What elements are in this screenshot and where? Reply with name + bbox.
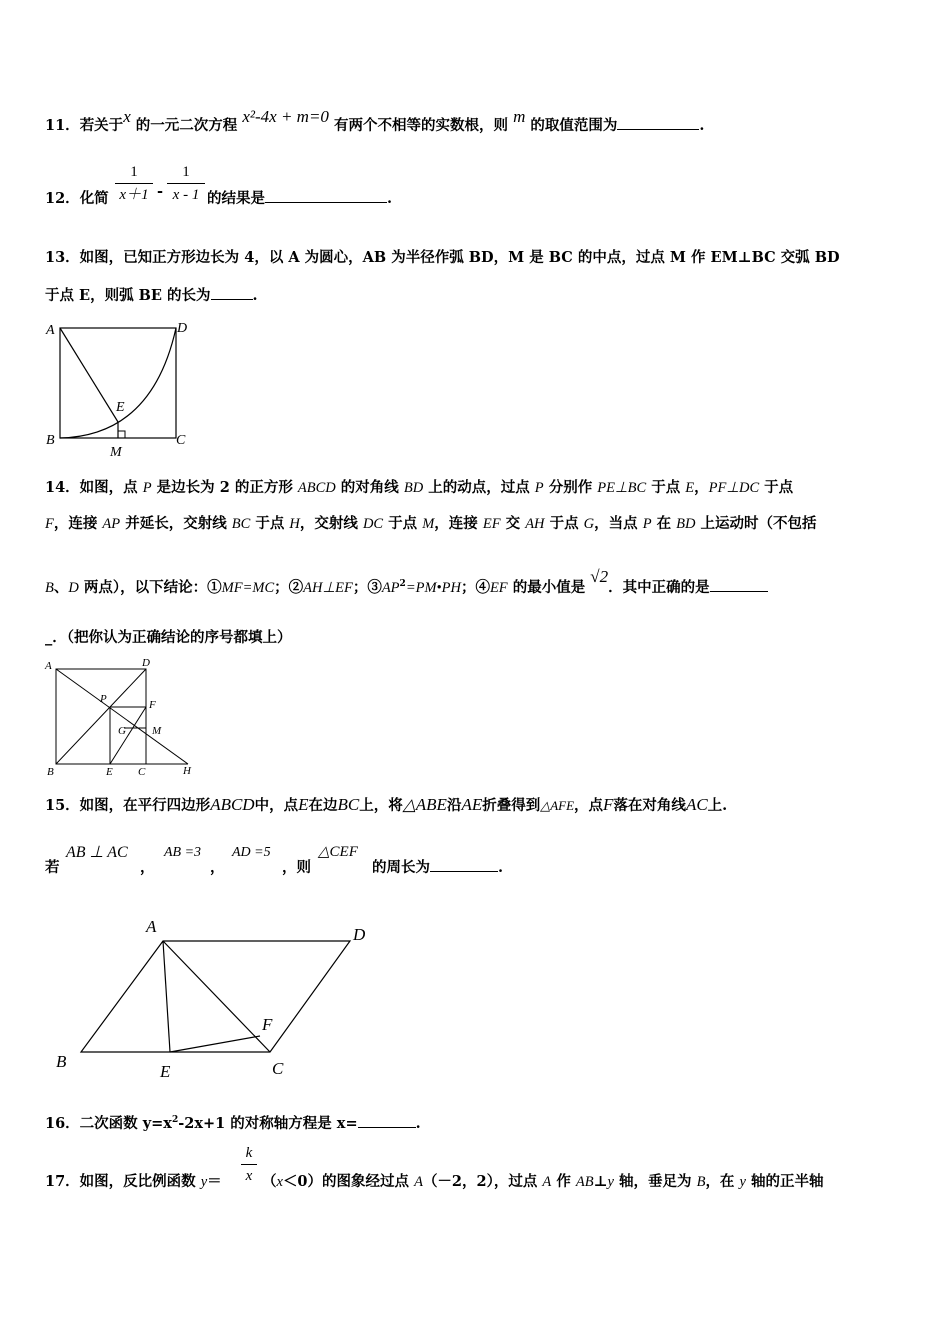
q15-t2b: ，则 bbox=[282, 859, 311, 876]
q14-sqrt2: √2 bbox=[590, 567, 609, 586]
q11-line bbox=[45, 107, 705, 135]
q14-t1d: 上的动点，过点 bbox=[423, 479, 535, 496]
q14-label-p: P bbox=[100, 693, 107, 705]
q14-t2k: 在 bbox=[651, 515, 677, 532]
q15-var-e: E bbox=[298, 795, 309, 814]
q17-line-a bbox=[45, 1170, 222, 1191]
q14-var-p-3: P bbox=[642, 516, 652, 532]
q14-t2h: 交 bbox=[500, 515, 526, 532]
q16-text-1: 16．二次函数 y=x bbox=[45, 1115, 172, 1132]
q11-var-x: x bbox=[123, 107, 131, 126]
q12-text-2: 的结果是 bbox=[207, 190, 265, 207]
q13-text-2: 于点 E，则弧 BE 的长为 bbox=[45, 287, 211, 304]
q17-var-b: B bbox=[696, 1174, 706, 1190]
q14-t1b: 是边长为 2 的正方形 bbox=[151, 479, 298, 496]
q13-right-angle-mark bbox=[118, 431, 125, 438]
q15-t1i: 上. bbox=[707, 797, 728, 814]
q15-end: . bbox=[498, 859, 504, 876]
q17-frac-numerator: k bbox=[245, 1145, 253, 1161]
q14-label-m: M bbox=[152, 725, 162, 737]
q14-t2e: ，交射线 bbox=[299, 515, 363, 532]
q15-segment-ac bbox=[163, 941, 270, 1052]
q15-var-abcd: ABCD bbox=[210, 795, 255, 814]
q14-t3d: 两点），以下结论：① bbox=[78, 579, 222, 596]
q15-var-ae: AE bbox=[461, 795, 483, 814]
q15-parallelogram bbox=[81, 941, 350, 1052]
q14-t1e: 分别作 bbox=[543, 479, 598, 496]
q14-line-1 bbox=[45, 476, 793, 497]
q14-var-p-2: P bbox=[534, 480, 544, 496]
q14-t3i: ．其中正确的是 bbox=[608, 579, 710, 596]
q14-var-d: D bbox=[68, 580, 79, 596]
q15-var-bc: BC bbox=[337, 795, 360, 814]
q14-var-ef: EF bbox=[482, 516, 501, 532]
q14-t3e: ；② bbox=[274, 579, 304, 596]
q17-t4: 作 bbox=[551, 1173, 576, 1190]
q15-line-2 bbox=[45, 856, 60, 877]
q12-text-1: 化简 bbox=[79, 190, 109, 207]
q14-diagonal-bd bbox=[56, 669, 146, 764]
q13-line-1: 13．如图，已知正方形边长为 4，以 A 为圆心，AB 为半径作弧 BD，M 是 BC 的中点，过点 M 作 EM⊥BC 交弧 BD bbox=[45, 249, 840, 266]
q12-answer-blank[interactable] bbox=[265, 188, 387, 203]
q14-label-c: C bbox=[138, 766, 146, 778]
q14-conclusion-3-sup: 2 bbox=[399, 579, 406, 590]
q14-label-g: G bbox=[118, 725, 126, 737]
q17-t3: （－2，2），过点 bbox=[422, 1173, 543, 1190]
q14-conclusion-2: AH⊥EF bbox=[303, 580, 353, 596]
q15-t1g: ，点 bbox=[574, 797, 604, 814]
q15-label-c: C bbox=[272, 1059, 284, 1078]
q14-var-ap: AP bbox=[102, 516, 121, 532]
q12-number: 12． bbox=[45, 190, 80, 207]
q14-t3f: ；③ bbox=[352, 579, 382, 596]
q12-line bbox=[45, 187, 109, 208]
q15-label-e: E bbox=[160, 1062, 171, 1081]
q15-tri-afe: △AFE bbox=[540, 798, 575, 813]
q17-t2: ＜0）的图象经过点 bbox=[282, 1173, 415, 1190]
q17-var-y-2: y bbox=[607, 1174, 614, 1190]
q12-fraction-2 bbox=[167, 163, 205, 204]
q11-var-m: m bbox=[513, 107, 526, 126]
q14-t2g: ，连接 bbox=[434, 515, 483, 532]
q14-var-bd-2: BD bbox=[676, 516, 696, 532]
q14-label-a: A bbox=[45, 660, 52, 672]
q14-var-ah: AH bbox=[525, 516, 545, 532]
q14-var-e: E bbox=[685, 480, 695, 496]
q15-segment-ae bbox=[163, 941, 170, 1052]
q16-end: . bbox=[415, 1115, 421, 1132]
q14-t3b: 、 bbox=[53, 579, 69, 596]
q13-label-d: D bbox=[177, 321, 188, 336]
q14-var-h: H bbox=[289, 516, 300, 532]
q15-answer-blank[interactable] bbox=[430, 857, 498, 872]
q17-t6: 轴，垂足为 bbox=[613, 1173, 697, 1190]
q14-var-b: B bbox=[45, 580, 54, 596]
q14-line-3 bbox=[45, 567, 768, 597]
q14-var-abcd: ABCD bbox=[297, 480, 336, 496]
q12-frac2-bar bbox=[167, 183, 205, 184]
q14-t1g: 于点 bbox=[759, 479, 794, 496]
q12-line-end bbox=[207, 187, 392, 208]
q17-text-1: 17．如图，反比例函数 bbox=[45, 1173, 201, 1190]
q14-var-perp-bc: ⊥BC bbox=[614, 480, 647, 496]
q15-t2a: 若 bbox=[45, 859, 60, 876]
q12-minus: - bbox=[157, 183, 164, 200]
q15-t1b: 中，点 bbox=[254, 797, 299, 814]
q13-label-m: M bbox=[110, 445, 122, 460]
q12-fraction-1 bbox=[115, 163, 153, 204]
q14-conclusion-3a: AP bbox=[381, 580, 400, 596]
q13-label-b: B bbox=[46, 433, 55, 448]
q11-equation: x²-4x + m=0 bbox=[242, 107, 329, 126]
q14-t2d: 于点 bbox=[250, 515, 290, 532]
q14-line-ah bbox=[56, 669, 188, 764]
q15-t1h: 落在对角线 bbox=[613, 797, 686, 814]
q15-tri-cef: △CEF bbox=[318, 844, 358, 860]
q17-var-y: y bbox=[200, 1174, 208, 1190]
q14-label-f: F bbox=[149, 699, 156, 711]
q16-sup: 2 bbox=[171, 1115, 179, 1126]
q12-end: . bbox=[387, 190, 393, 207]
q11-answer-blank[interactable] bbox=[617, 115, 699, 130]
q14-answer-blank[interactable] bbox=[710, 577, 768, 592]
q13-label-a: A bbox=[46, 323, 55, 338]
q15-label-a: A bbox=[146, 917, 157, 936]
q15-cond-2: AB =3 bbox=[164, 845, 202, 860]
q14-t2j: ，当点 bbox=[594, 515, 643, 532]
q13-answer-blank[interactable] bbox=[211, 285, 253, 300]
q15-t1a: 15．如图，在平行四边形 bbox=[45, 797, 211, 814]
q11-end: . bbox=[699, 117, 705, 134]
q14-var-perp-dc: ⊥DC bbox=[726, 480, 760, 496]
q15-t1d: 上，将 bbox=[359, 797, 403, 814]
q15-label-f: F bbox=[262, 1015, 273, 1034]
q14-label-b: B bbox=[47, 766, 54, 778]
q14-var-ef-2: EF bbox=[489, 580, 508, 596]
q14-var-bc: BC bbox=[231, 516, 251, 532]
q14-segment-ef bbox=[110, 707, 146, 764]
q12-frac1-bar bbox=[115, 183, 153, 184]
q14-var-dc: DC bbox=[362, 516, 384, 532]
q15-label-b: B bbox=[56, 1052, 67, 1071]
q15-tri-abe: △ABE bbox=[402, 795, 447, 814]
q14-var-pe: PE bbox=[597, 480, 615, 496]
q14-label-e: E bbox=[106, 766, 113, 778]
q17-var-a-2: A bbox=[542, 1174, 552, 1190]
q17-frac-denominator: x bbox=[245, 1168, 253, 1184]
q15-cond-1: AB ⊥ AC bbox=[66, 844, 128, 861]
q13-label-e: E bbox=[116, 400, 125, 415]
q14-var-g: G bbox=[583, 516, 595, 532]
q11-text-2: 的一元二次方程 bbox=[135, 117, 238, 134]
q15-line-2-end bbox=[372, 856, 503, 877]
q16-line bbox=[45, 1112, 421, 1133]
q15-var-f: F bbox=[603, 795, 614, 814]
q12-frac2-numerator: 1 bbox=[182, 164, 190, 180]
q14-var-m: M bbox=[422, 516, 435, 532]
q12-frac1-numerator: 1 bbox=[130, 164, 138, 180]
q14-t3h: 的最小值是 bbox=[507, 579, 586, 596]
q14-t2b: ，连接 bbox=[53, 515, 103, 532]
q15-figure bbox=[50, 912, 390, 1082]
q14-figure bbox=[42, 656, 202, 780]
q17-fraction bbox=[241, 1144, 257, 1185]
q14-t1c: 的对角线 bbox=[335, 479, 404, 496]
q14-label-d: D bbox=[142, 657, 150, 669]
q17-frac-bar bbox=[241, 1164, 257, 1165]
q16-text-2: -2x+1 的对称轴方程是 x= bbox=[178, 1115, 358, 1132]
q14-conclusion-3b: =PM•PH bbox=[405, 580, 461, 596]
q15-segment-ef bbox=[170, 1036, 260, 1052]
q14-comma: ， bbox=[694, 479, 709, 496]
q14-var-bd: BD bbox=[403, 480, 424, 496]
q11-text-1: 若关于 bbox=[79, 117, 124, 134]
q13-end: . bbox=[252, 287, 258, 304]
q17-var-x: x bbox=[276, 1174, 283, 1190]
q15-t2c: 的周长为 bbox=[372, 859, 430, 876]
q14-t1f: 于点 bbox=[646, 479, 686, 496]
q13-figure bbox=[42, 318, 202, 458]
q15-label-d: D bbox=[353, 925, 366, 944]
q14-t2f: 于点 bbox=[383, 515, 423, 532]
q14-var-pf: PF bbox=[708, 480, 727, 496]
q17-eq: ＝ bbox=[207, 1173, 222, 1190]
q13-line-2 bbox=[45, 284, 258, 305]
q14-line-2 bbox=[45, 512, 817, 533]
q15-sep-1: ， bbox=[140, 859, 155, 876]
q12-frac1-denominator: x＋1 bbox=[119, 187, 149, 203]
q17-t7: ，在 bbox=[705, 1173, 740, 1190]
q14-t2l: 上运动时（不包括 bbox=[695, 515, 817, 532]
q14-line-4: _．（把你认为正确结论的序号都填上） bbox=[45, 629, 292, 646]
q11-number: 11． bbox=[45, 117, 80, 134]
q14-t1a: 14．如图，点 bbox=[45, 479, 143, 496]
q13-segment-ae bbox=[60, 328, 118, 422]
q17-t1: （ bbox=[262, 1173, 277, 1190]
q14-label-h: H bbox=[183, 765, 191, 777]
q14-t2i: 于点 bbox=[544, 515, 584, 532]
q13-label-c: C bbox=[176, 433, 186, 448]
q17-t5: ⊥ bbox=[593, 1173, 608, 1190]
q15-t1e: 沿 bbox=[446, 797, 462, 814]
q17-line-b bbox=[262, 1170, 824, 1191]
q11-text-3: 有两个不相等的实数根，则 bbox=[334, 117, 508, 134]
q15-var-ac: AC bbox=[685, 795, 708, 814]
q14-conclusion-1: MF=MC bbox=[221, 580, 275, 596]
q11-text-4: 的取值范围为 bbox=[530, 117, 618, 134]
q15-line-1 bbox=[45, 794, 727, 815]
q17-var-a: A bbox=[414, 1174, 423, 1190]
q14-t3g: ；④ bbox=[460, 579, 490, 596]
q15-t1f: 折叠得到 bbox=[482, 797, 541, 814]
q17-var-y-3: y bbox=[739, 1174, 746, 1190]
q15-cond-3: AD =5 bbox=[232, 845, 271, 860]
q14-var-f: F bbox=[45, 516, 54, 532]
q15-sep-2: ， bbox=[210, 859, 225, 876]
q16-answer-blank[interactable] bbox=[358, 1113, 416, 1128]
q15-t1c: 在边 bbox=[308, 797, 338, 814]
q14-var-p: P bbox=[142, 480, 152, 496]
q17-var-ab: AB bbox=[575, 1174, 594, 1190]
q12-frac2-denominator: x - 1 bbox=[172, 187, 200, 203]
q14-t2c: 并延长，交射线 bbox=[120, 515, 232, 532]
q17-t8: 轴的正半轴 bbox=[745, 1173, 824, 1190]
